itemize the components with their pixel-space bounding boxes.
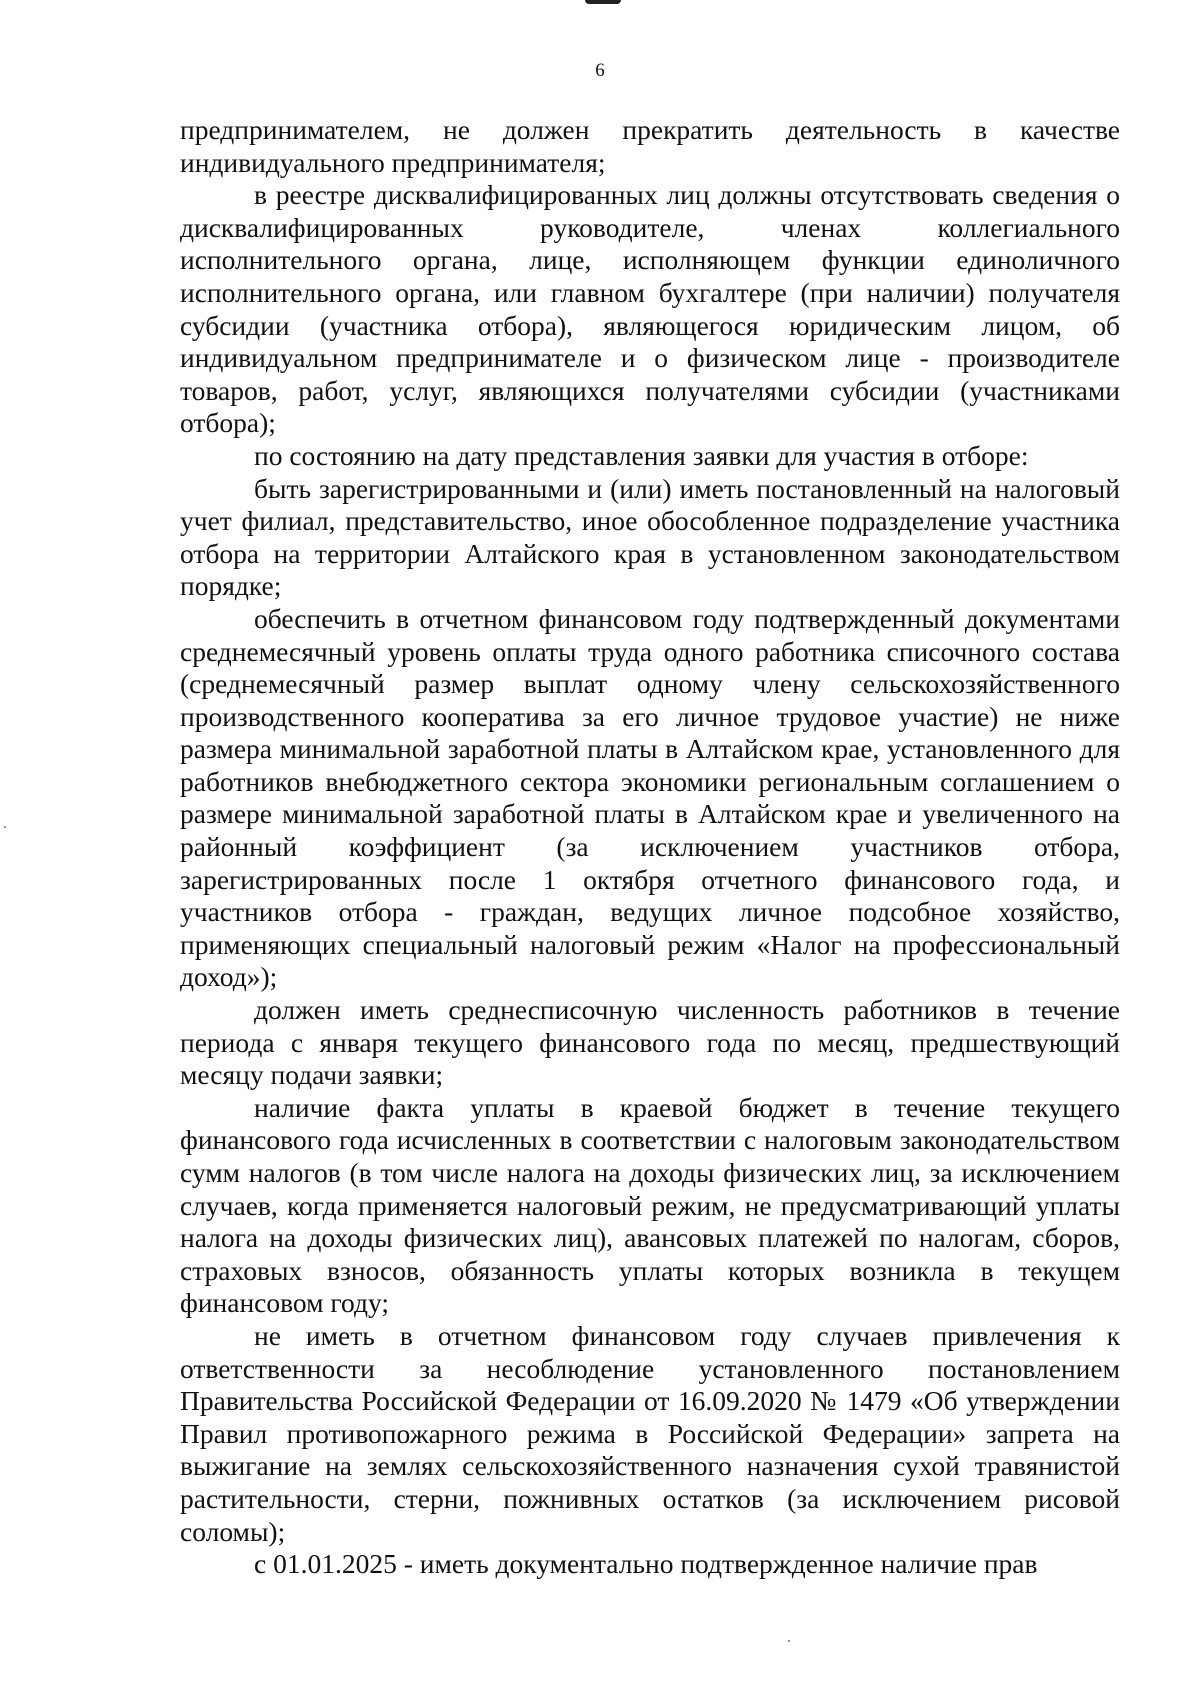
- paragraph-tax-payment: наличие факта уплаты в краевой бюджет в течение текущего финансового года исчисленных в соответствии с налоговым законодательством сумм налогов (в том числе налога на доходы физических лиц, за исключением случаев, когда применяется налоговый режим, не предусматривающий уплаты налога на доходы физических лиц), авансовых платежей по налогам, сборов, страховых взносов, обязанность уплаты которых возникла в текущем финансовом году;: [180, 1091, 1120, 1319]
- scan-speck: [788, 1640, 790, 1642]
- page-number: 6: [595, 60, 605, 81]
- document-body: [180, 114, 1120, 1581]
- paragraph-continuation: предпринимателем, не должен прекратить деятельность в качестве индивидуального предпринимателя;: [180, 114, 1120, 178]
- paragraph-wage-level: обеспечить в отчетном финансовом году подтвержденный документами среднемесячный уровень оплаты труда одного работника списочного состава (среднемесячный размер выплат одному члену сельскохозяйственного производственного кооператива за его личное трудовое участие) не ниже размера минимальной заработной платы в Алтайском крае, установленного для работников внебюджетного сектора экономики региональным соглашением о размере минимальной заработной платы в Алтайском крае и увеличенного на районный коэффициент (за исключением участников отбора, зарегистрированных после 1 октября отчетного финансового года, и участников отбора - граждан, ведущих личное подсобное хозяйство, применяющих специальный налоговый режим «Налог на профессиональный доход»);: [180, 602, 1120, 993]
- paragraph-application-date: по состоянию на дату представления заявки для участия в отборе:: [254, 439, 1029, 471]
- scan-edge-mark: [585, 0, 621, 4]
- paragraph-disqualified-registry: в реестре дисквалифицированных лиц должны отсутствовать сведения о дисквалифицированных руководителе, членах коллегиального исполнительного органа, лице, исполняющем функции единоличного исполнительного органа, или главном бухгалтере (при наличии) получателя субсидии (участника отбора), являющегося юридическим лицом, об индивидуальном предпринимателе и о физическом лице - производителе товаров, работ, услуг, являющихся получателями субсидии (участниками отбора);: [180, 179, 1120, 439]
- scan-speck: [4, 826, 6, 828]
- paragraph-registration: быть зарегистрированными и (или) иметь постановленный на налоговый учет филиал, представительство, иное обособленное подразделение участника отбора на территории Алтайского края в установленном законодательством порядке;: [180, 472, 1120, 602]
- paragraph-headcount: должен иметь среднесписочную численность работников в течение периода с января текущего финансового года по месяц, предшествующий месяцу подачи заявки;: [180, 994, 1120, 1091]
- paragraph-land-rights: с 01.01.2025 - иметь документально подтвержденное наличие прав: [254, 1548, 1038, 1580]
- paragraph-fire-safety: не иметь в отчетном финансовом году случаев привлечения к ответственности за несоблюдение установленного постановлением Правительства Российской Федерации от 16.09.2020 № 1479 «Об утверждении Правил противопожарного режима в Российской Федерации» запрета на выжигание на землях сельскохозяйственного назначения сухой травянистой растительности, стерни, пожнивных остатков (за исключением рисовой соломы);: [180, 1319, 1120, 1547]
